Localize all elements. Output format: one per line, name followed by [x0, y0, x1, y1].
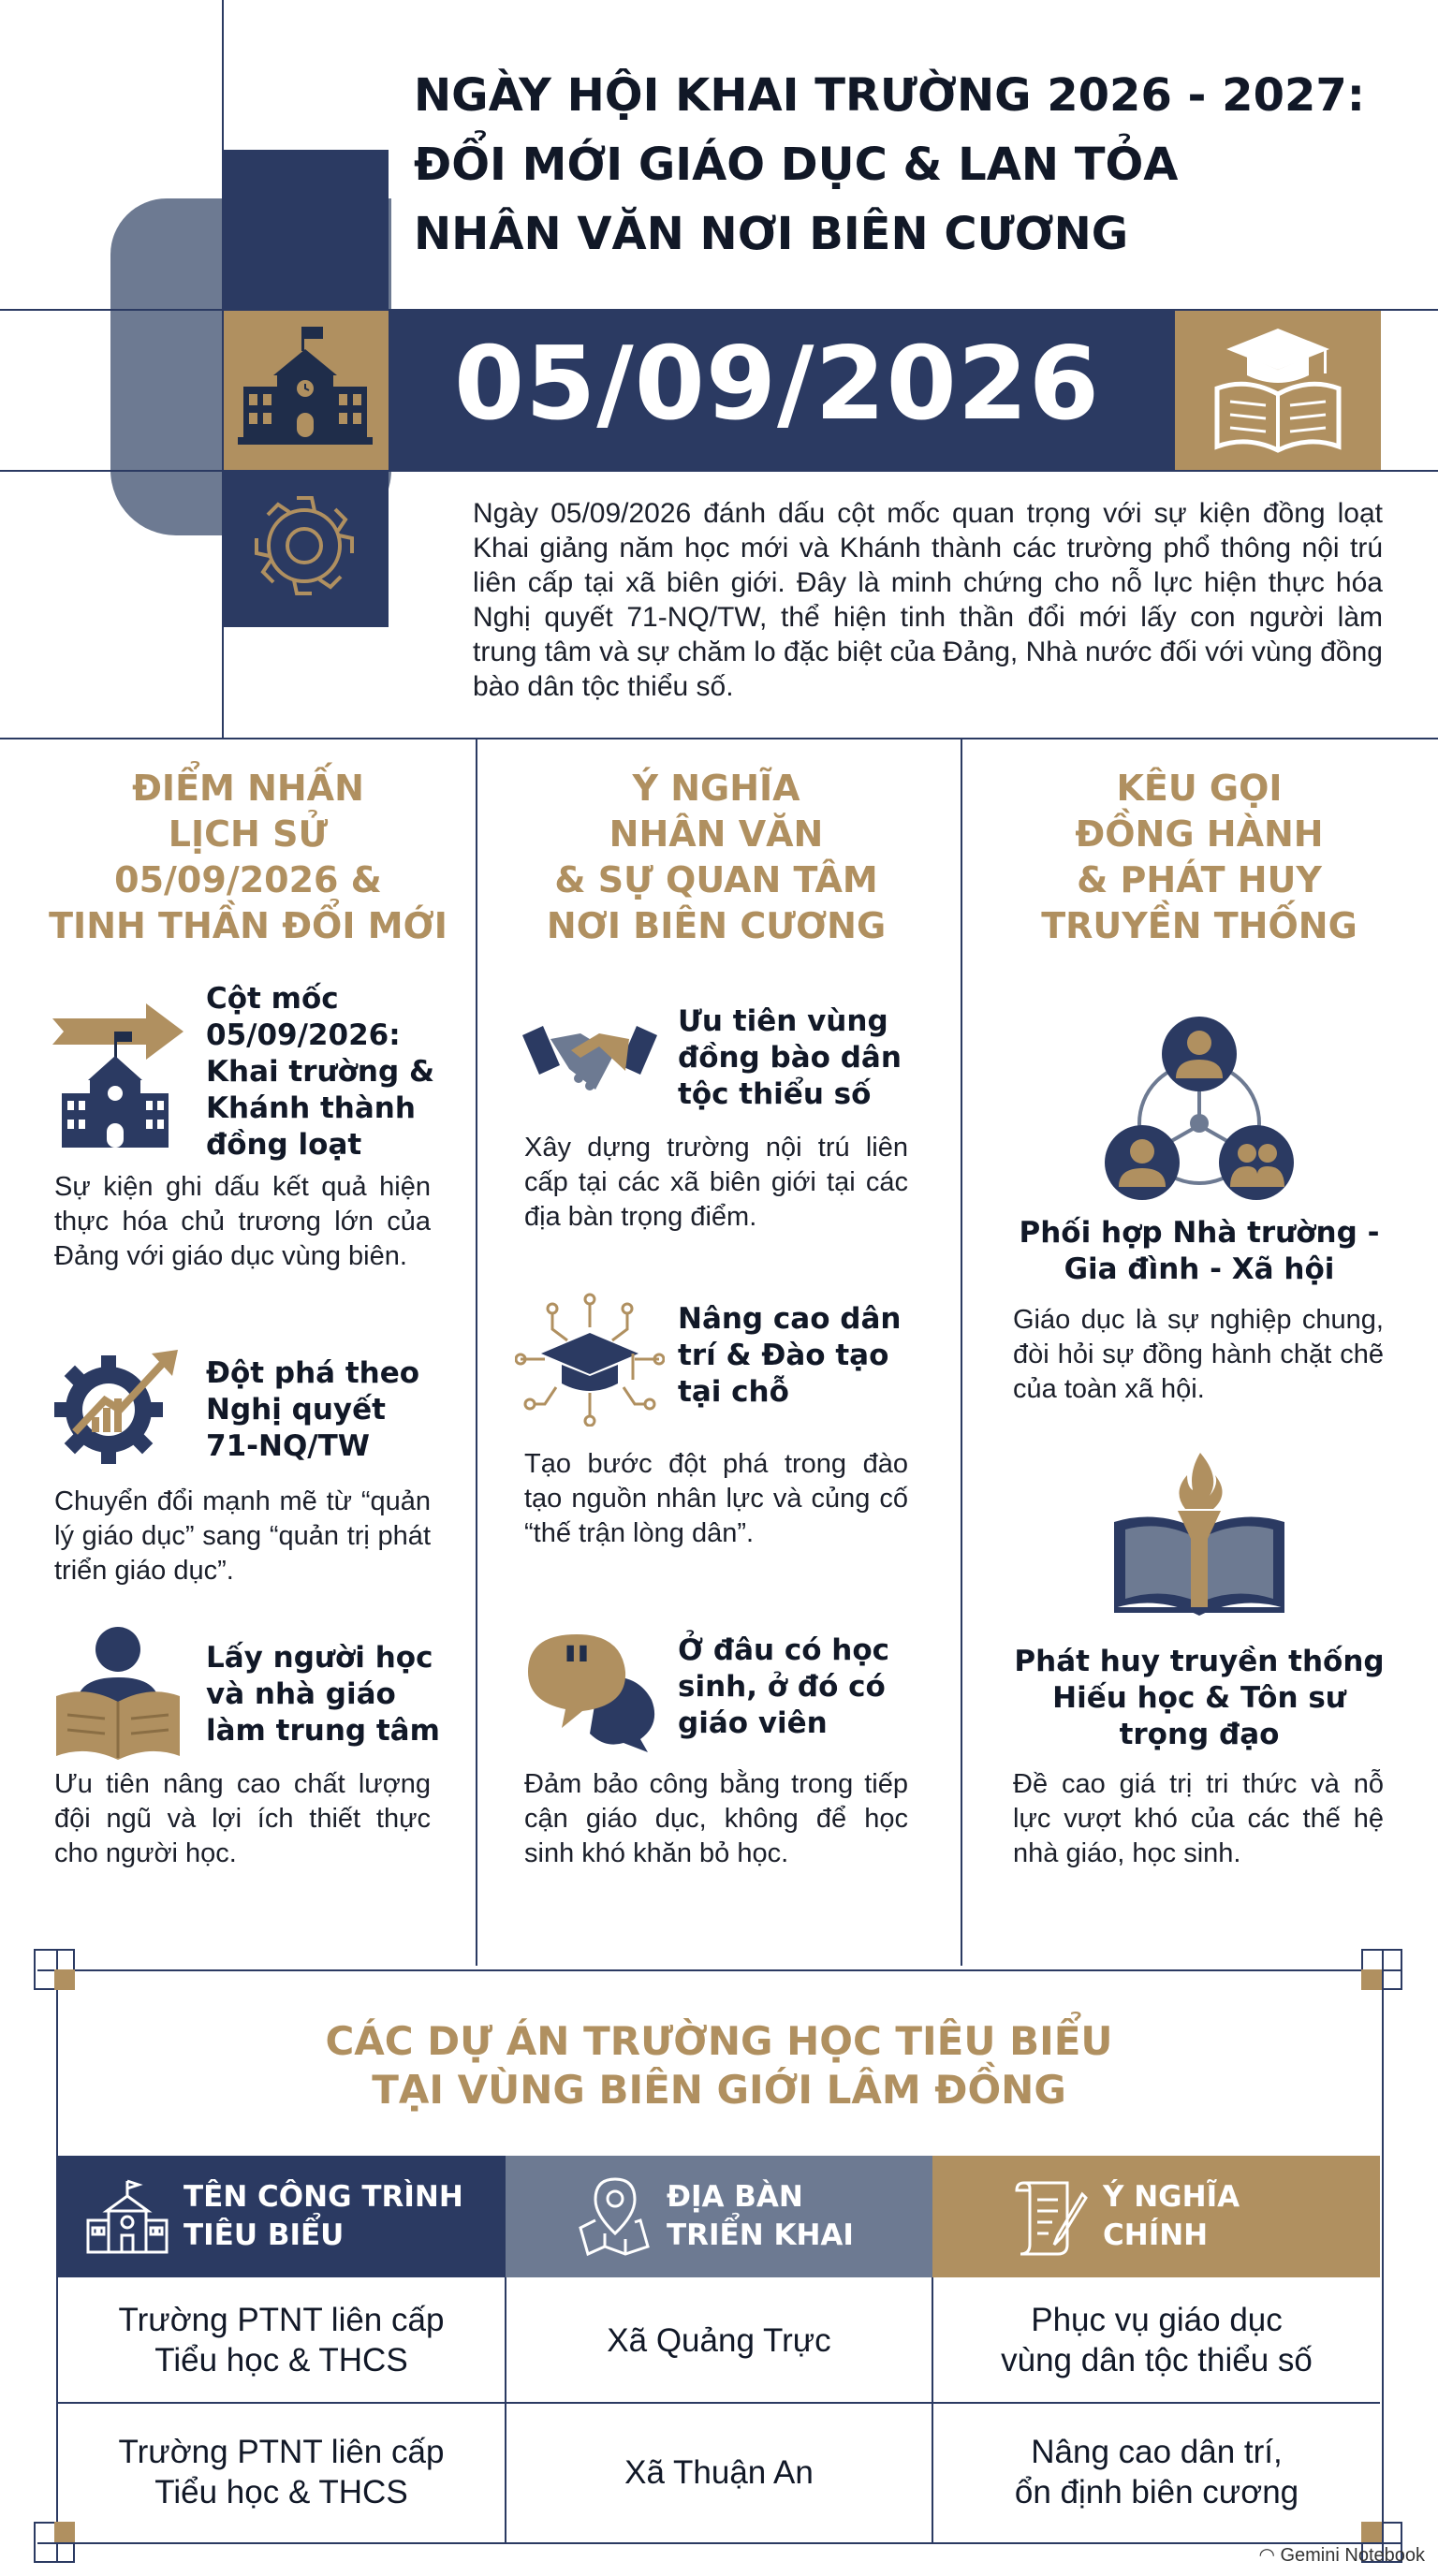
- page-title-line-2: ĐỔI MỚI GIÁO DỤC & LAN TỎA: [414, 139, 1179, 191]
- gemini-logo-icon: ◠: [1258, 2545, 1275, 2566]
- table-header-name-label: TÊN CÔNG TRÌNH TIÊU BIỂU: [183, 2180, 463, 2252]
- graduation-cap-network-icon: [515, 1290, 665, 1427]
- frame-corner-top-right: [1361, 1949, 1402, 1990]
- column-2-item-1-title: Ưu tiên vùng đồng bào dân tộc thiểu số: [678, 1004, 902, 1111]
- footer-watermark: [1258, 2543, 1425, 2567]
- projects-frame-top: [37, 1969, 1401, 1971]
- column-1-heading: ĐIỂM NHẤN LỊCH SỬ 05/09/2026 & TINH THẦN ĐỔI MỚI: [49, 768, 448, 946]
- book-graduation-icon: [1208, 323, 1348, 456]
- column-1-item-3-title: Lấy người học và nhà giáo làm trung tâm: [206, 1641, 440, 1748]
- table-row-1-meaning: Phục vụ giáo dục vùng dân tộc thiểu số: [1001, 2302, 1313, 2378]
- column-3-item-2-title: Phát huy truyền thống Hiếu học & Tôn sư trọng đạo: [1014, 1645, 1385, 1751]
- page-title-line-3: NHÂN VĂN NƠI BIÊN CƯƠNG: [414, 208, 1129, 260]
- gear-icon: [245, 487, 363, 605]
- table-header-meaning: [932, 2156, 1380, 2277]
- column-2-heading: Ý NGHĨA NHÂN VĂN & SỰ QUAN TÂM NƠI BIÊN CƯƠNG: [546, 768, 887, 946]
- column-2-item-2-title: Nâng cao dân trí & Đào tạo tại chỗ: [678, 1302, 902, 1409]
- column-3-heading: KÊU GỌI ĐỒNG HÀNH & PHÁT HUY TRUYỀN THỐNG: [1041, 768, 1357, 946]
- column-1-item-3-description: Ưu tiên nâng cao chất lượng đội ngũ và lợi ích thiết thực cho người học.: [54, 1769, 431, 1868]
- school-arrow-icon: [52, 1003, 183, 1153]
- column-1-item-2-description: Chuyển đổi mạnh mẽ từ “quản lý giáo dục” sang “quản trị phát triển giáo dục”.: [54, 1486, 431, 1586]
- footer-label: Gemini Notebook: [1280, 2545, 1425, 2566]
- frame-corner-top-left: [34, 1949, 75, 1990]
- table-header-location: [506, 2156, 932, 2277]
- page-title-line-1: NGÀY HỘI KHAI TRƯỜNG 2026 - 2027:: [414, 69, 1365, 122]
- column-3-item-1-description: Giáo dục là sự nghiệp chung, đòi hỏi sự đồng hành chặt chẽ của toàn xã hội.: [1013, 1305, 1384, 1404]
- table-row-1-location: Xã Quảng Trực: [607, 2321, 831, 2359]
- table-row-1-name: Trường PTNT liên cấp Tiểu học & THCS: [118, 2302, 445, 2378]
- scroll-pen-icon: [1011, 2175, 1090, 2258]
- table-header-location-label: ĐỊA BÀN TRIỂN KHAI: [667, 2180, 854, 2252]
- table-row-2-meaning: Nâng cao dân trí, ổn định biên cương: [1014, 2434, 1299, 2510]
- grid-line-vertical: [222, 0, 224, 739]
- column-3-item-1-title: Phối hợp Nhà trường - Gia đình - Xã hội: [1019, 1216, 1380, 1286]
- column-1-item-2-title: Đột phá theo Nghị quyết 71-NQ/TW: [206, 1356, 420, 1463]
- svg-text:": ": [561, 1633, 593, 1704]
- handshake-icon: [522, 1017, 657, 1106]
- column-3-item-2-description: Đề cao giá trị tri thức và nỗ lực vượt khó của các thế hệ nhà giáo, học sinh.: [1013, 1769, 1384, 1868]
- projects-section-title: CÁC DỰ ÁN TRƯỜNG HỌC TIÊU BIỂU TẠI VÙNG BIÊN GIỚI LÂM ĐỒNG: [325, 2018, 1113, 2113]
- grid-line-horizontal-intro: [0, 738, 1438, 739]
- table-row-2-name: Trường PTNT liên cấp Tiểu học & THCS: [118, 2434, 445, 2510]
- school-icon: [236, 323, 374, 456]
- building-icon: [84, 2177, 170, 2256]
- column-divider-2: [961, 739, 962, 1966]
- map-pin-icon: [577, 2175, 653, 2258]
- community-network-icon: [1101, 1013, 1298, 1204]
- projects-frame-right: [1382, 1951, 1384, 2561]
- column-2-item-1-description: Xây dựng trường nội trú liên cấp tại các xã biên giới tại các địa bàn trọng điểm.: [524, 1133, 908, 1232]
- intro-paragraph: Ngày 05/09/2026 đánh dấu cột mốc quan trọng với sự kiện đồng loạt Khai giảng năm học mới và Khánh thành các trường phổ thông nội trú liên cấp tại xã biên giới. Đây là minh chứng cho nỗ lực hiện thực hóa Nghị quyết 71-NQ/TW, thể hiện tinh thần đổi mới lấy con người làm trung tâm và sự chăm lo đặc biệt của Đảng, Nhà nước đối với vùng đồng bào dân tộc thiểu số.: [473, 498, 1383, 702]
- event-date: 05/09/2026: [453, 325, 1101, 443]
- book-torch-icon: [1110, 1449, 1288, 1627]
- grid-line-horizontal-date: [0, 470, 1438, 472]
- table-row-2-location: Xã Thuận An: [624, 2453, 814, 2491]
- column-1-item-1-title: Cột mốc 05/09/2026: Khai trường & Khánh thành đồng loạt: [206, 982, 434, 1162]
- column-1-item-1-description: Sự kiện ghi dấu kết quả hiện thực hóa chủ trương lớn của Đảng với giáo dục vùng biên.: [54, 1172, 431, 1271]
- projects-frame-bottom: [37, 2542, 1401, 2544]
- gear-growth-icon: [51, 1346, 182, 1466]
- column-2-item-3-description: Đảm bảo công bằng trong tiếp cận giáo dục, không để học sinh khó khăn bỏ học.: [524, 1769, 908, 1868]
- table-header-name: [58, 2156, 506, 2277]
- column-divider-1: [476, 739, 477, 1966]
- quote-bubble-icon: [524, 1631, 659, 1752]
- column-2-item-2-description: Tạo bước đột phá trong đào tạo nguồn nhân lực và củng cố “thế trận lòng dân”.: [524, 1449, 908, 1548]
- table-header-meaning-label: Ý NGHĨA CHÍNH: [1103, 2180, 1240, 2252]
- reader-icon: [52, 1625, 183, 1762]
- column-2-item-3-title: Ở đâu có học sinh, ở đó có giáo viên: [678, 1633, 890, 1740]
